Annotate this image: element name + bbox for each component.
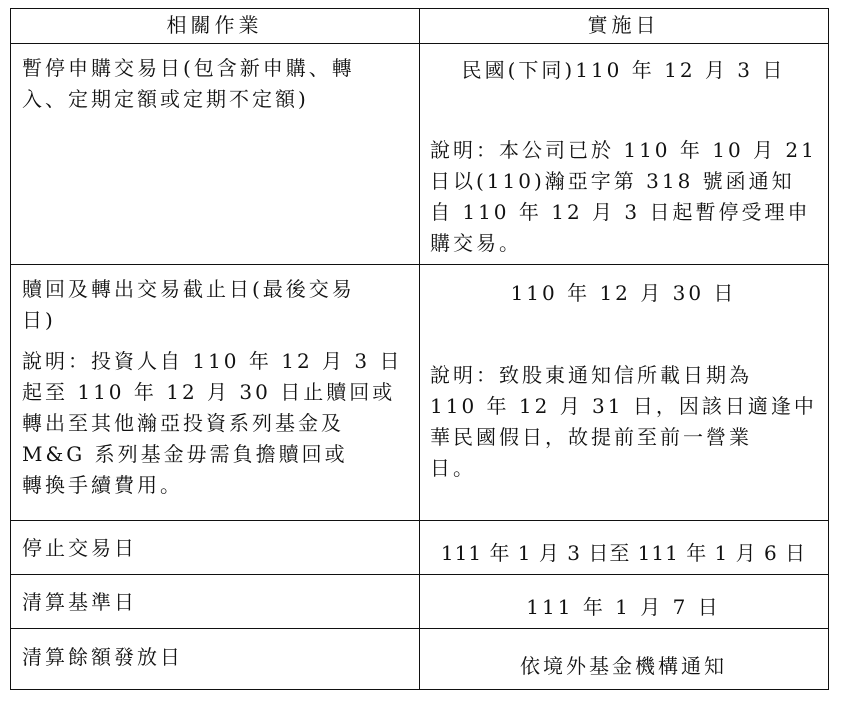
row2-date: 110 年 12 月 30 日 [510,281,737,305]
row4-task: 清算基準日 [22,590,137,614]
column-divider [419,8,420,690]
row1-date: 民國(下同)110 年 12 月 3 日 [461,58,786,82]
header-related-operation: 相關作業 [166,13,263,37]
row2-task-note: 說明：投資人自 110 年 12 月 3 日 起至 110 年 12 月 30 日止贖回或 轉出至其他瀚亞投資系列基金及 M&G 系列基金毋需負擔贖回或 轉換手續費用。 [22,349,403,497]
row3-task: 停止交易日 [22,536,137,560]
row5-task: 清算餘額發放日 [22,645,183,669]
table-border-right [828,8,829,690]
row1-task: 暫停申購交易日(包含新申購、轉 入、定期定額或定期不定額) [22,56,355,111]
header-effective-date: 實施日 [587,13,660,37]
row4-date: 111 年 1 月 7 日 [526,595,721,619]
row2-task: 贖回及轉出交易截止日(最後交易 日) [22,277,355,332]
row5-date: 依境外基金機構通知 [520,654,727,678]
table-border-left [10,8,11,690]
row2-note: 說明：致股東通知信所載日期為 110 年 12 月 31 日，因該日適逢中 華民國假日，故提前至前一營業 日。 [430,363,817,480]
row1-note: 說明：本公司已於 110 年 10 月 21 日以(110)瀚亞字第 318 號函通知 自 110 年 12 月 3 日起暫停受理申 購交易。 [430,138,817,255]
schedule-table [10,8,829,690]
row3-date: 111 年 1 月 3 日至 111 年 1 月 6 日 [440,541,807,565]
